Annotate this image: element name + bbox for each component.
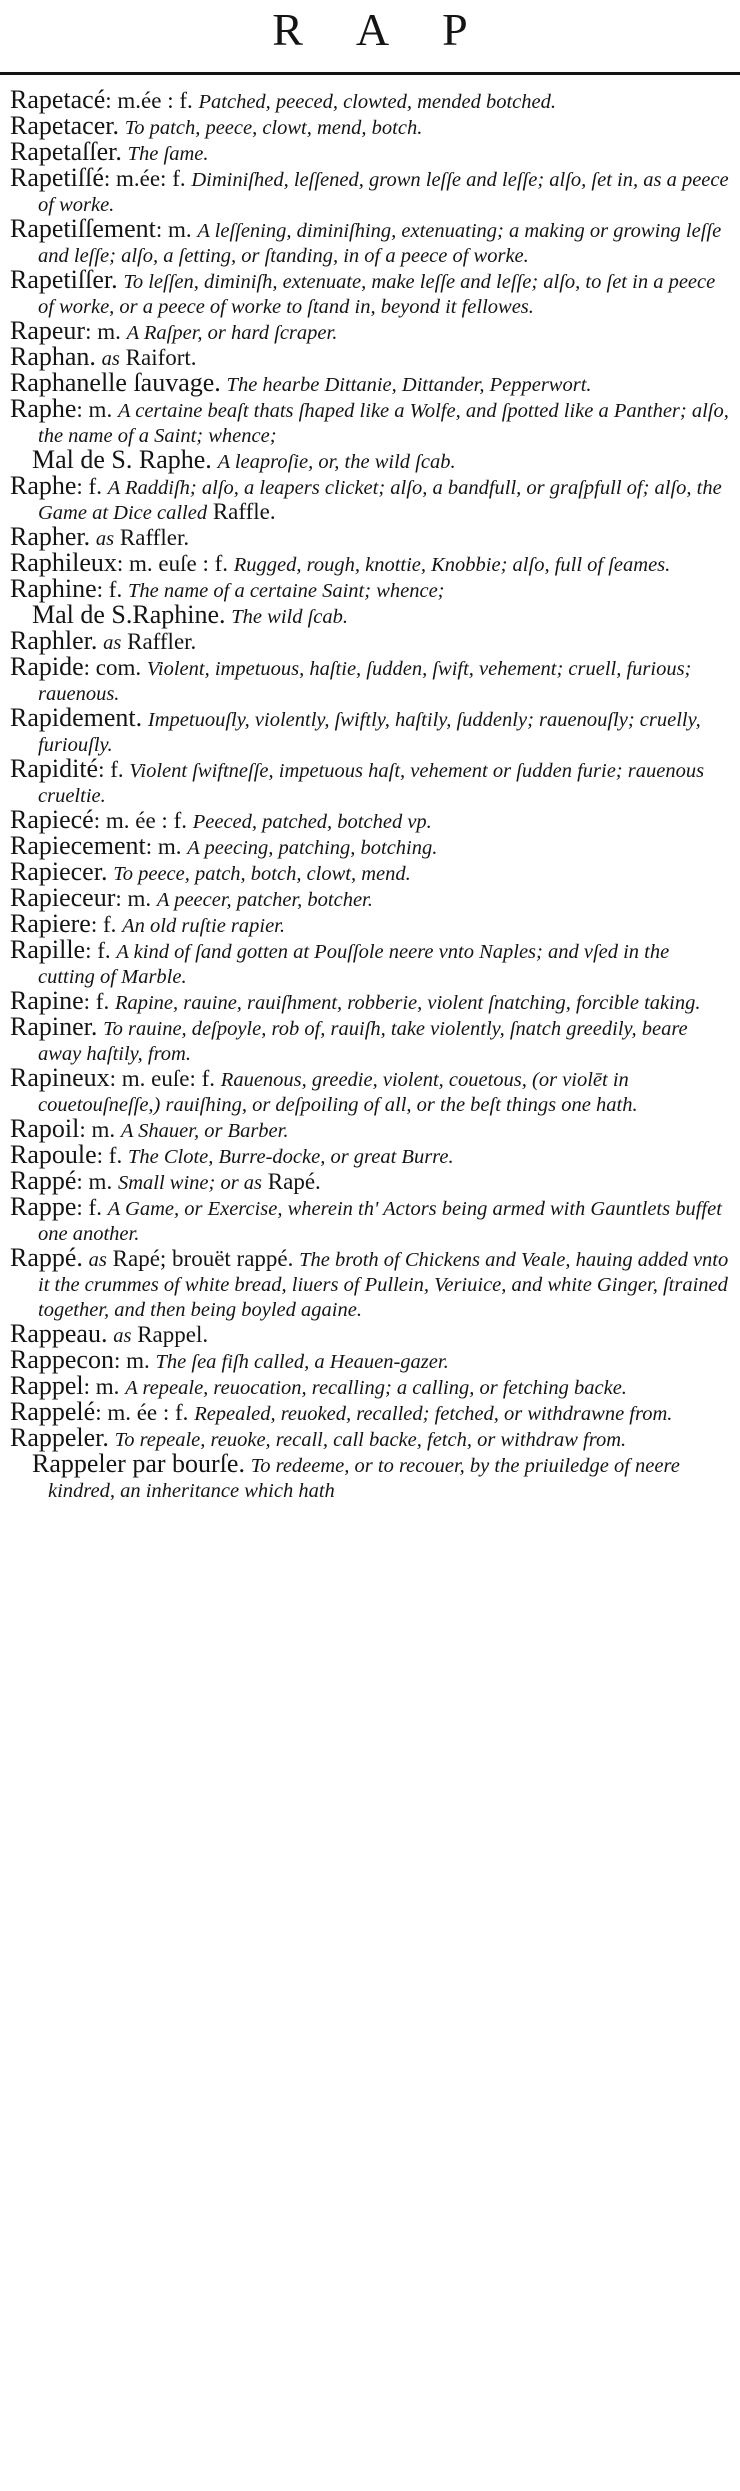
dictionary-entry bbox=[0, 471, 730, 525]
entry-definition: A peecing, patching, botching. bbox=[187, 837, 438, 859]
entry-grammar: : f. bbox=[76, 474, 102, 499]
running-head: R A P bbox=[272, 4, 490, 55]
entry-headword: Raphler. bbox=[10, 626, 98, 655]
entry-grammar: : m.ée: f. bbox=[103, 166, 186, 191]
entry-headword: Rapetiſſer. bbox=[10, 265, 118, 294]
entry-grammar: : m. bbox=[113, 1348, 150, 1373]
dictionary-entry bbox=[0, 1114, 730, 1143]
entry-headword: Rappeler. bbox=[10, 1423, 109, 1452]
entry-definition: A certaine beaſt thats ſhaped like a Wolfe, and ſpotted like a Panther; alſo, the name of a Saint; whence; bbox=[38, 400, 729, 447]
entry-definition: Patched, peeced, clowted, mended botched. bbox=[198, 91, 556, 113]
dictionary-entry bbox=[0, 163, 730, 217]
entry-definition: Impetuouſly, violently, ſwiftly, haſtily, ſuddenly; rauenouſly; cruelly, furiouſly. bbox=[38, 709, 701, 756]
dictionary-entry bbox=[0, 935, 730, 989]
entry-grammar: : m. bbox=[155, 217, 192, 242]
entry-headword: Rapine bbox=[10, 986, 84, 1015]
dictionary-entry bbox=[0, 1166, 730, 1195]
entry-headword: Rapetaſſer. bbox=[10, 137, 122, 166]
dictionary-entry bbox=[0, 214, 730, 268]
entry-headword: Mal de S. Raphe. bbox=[32, 445, 212, 474]
dictionary-entry bbox=[0, 1449, 730, 1503]
entry-headword: Rappé. bbox=[10, 1243, 83, 1272]
entry-headword: Rapiecer. bbox=[10, 857, 108, 886]
entry-headword: Rappeau. bbox=[10, 1319, 108, 1348]
entry-definition: A peecer, patcher, botcher. bbox=[156, 889, 373, 911]
entry-headword: Rappe bbox=[10, 1192, 77, 1221]
entry-headword: Rapoil bbox=[10, 1114, 80, 1143]
entry-definition: An old ruſtie rapier. bbox=[122, 915, 286, 937]
dictionary-entry bbox=[0, 1397, 730, 1426]
entry-cross-reference: Raffler. bbox=[127, 629, 197, 654]
entry-headword: Rapetiſſement bbox=[10, 214, 156, 243]
entry-headword: Rapher. bbox=[10, 522, 91, 551]
dictionary-entry bbox=[0, 1012, 730, 1066]
entry-headword: Raphan. bbox=[10, 342, 96, 371]
dictionary-entry bbox=[0, 909, 730, 938]
entry-headword: Rapiecé bbox=[10, 805, 94, 834]
entry-headword: Rapiecement bbox=[10, 831, 146, 860]
entry-headword: Rappel bbox=[10, 1371, 84, 1400]
entry-continuation: The broth of Chickens and Veale, hauing added vnto it the crummes of white bread, liuers of Pullein, Veriuice, and white Ginger, ſtrained together, and then being boyled againe. bbox=[38, 1249, 729, 1321]
entry-definition: as bbox=[88, 1249, 107, 1271]
entry-headword: Rapetiſſé bbox=[10, 163, 104, 192]
entry-headword: Raphileux bbox=[10, 548, 117, 577]
entry-grammar: : f. bbox=[76, 1195, 102, 1220]
entry-grammar: : m. bbox=[145, 834, 182, 859]
entry-definition: To leſſen, diminiſh, extenuate, make leſſe and leſſe; alſo, to ſet in a peece of worke, or a peece of worke to ſtand in, beyond it fellowes. bbox=[38, 271, 716, 318]
entry-headword: Rapetacé bbox=[10, 85, 106, 114]
dictionary-entry bbox=[0, 831, 730, 860]
entry-grammar: : m. bbox=[76, 1169, 113, 1194]
entry-headword: Rapidité bbox=[10, 754, 99, 783]
entry-definition: as bbox=[101, 348, 120, 370]
entry-grammar: : f. bbox=[90, 912, 117, 937]
entry-definition: A Raſper, or hard ſcraper. bbox=[126, 322, 338, 344]
entry-definition: Diminiſhed, leſſened, grown leſſe and leſſe; alſo, ſet in, as a peece of worke. bbox=[38, 169, 729, 216]
entry-grammar: : m. bbox=[115, 886, 152, 911]
dictionary-entry bbox=[0, 986, 730, 1015]
entry-definition: Violent ſwiftneſſe, impetuous haſt, vehement or ſudden furie; rauenous crueltie. bbox=[38, 760, 705, 807]
entry-definition: A leſſening, diminiſhing, extenuating; a making or growing leſſe and leſſe; alſo, a ſetting, or ſtanding, in of a peece of worke. bbox=[38, 220, 722, 267]
entry-definition: Repealed, reuoked, recalled; fetched, or withdrawne from. bbox=[194, 1403, 673, 1425]
entry-definition: as bbox=[95, 528, 115, 550]
entry-grammar: : m. bbox=[83, 1374, 120, 1399]
entry-grammar: : m.ée : f. bbox=[105, 88, 193, 113]
entry-grammar: : f. bbox=[85, 938, 111, 963]
dictionary-entry bbox=[0, 703, 730, 757]
entry-headword: Rapidement. bbox=[10, 703, 143, 732]
entry-definition: Rugged, rough, knottie, Knobbie; alſo, full of ſeames. bbox=[233, 554, 671, 576]
entry-definition: The Clote, Burre-docke, or great Burre. bbox=[127, 1146, 454, 1168]
head-rule bbox=[0, 72, 740, 75]
entry-definition: To patch, peece, clowt, mend, botch. bbox=[124, 117, 423, 139]
entry-headword: Rapiner. bbox=[10, 1012, 98, 1041]
dictionary-entry bbox=[0, 1371, 730, 1400]
dictionary-entry bbox=[0, 1243, 730, 1322]
entry-cross-reference: Rapé. bbox=[267, 1169, 321, 1194]
entry-definition: A kind of ſand gotten at Pouſſole neere vnto Naples; and vſed in the cutting of Marble. bbox=[38, 941, 670, 988]
entry-definition: A Game, or Exercise, wherein th' Actors being armed with Gauntlets buffet one another. bbox=[38, 1198, 722, 1245]
entry-headword: Rapiere bbox=[10, 909, 91, 938]
entry-grammar: : com. bbox=[83, 655, 142, 680]
entry-grammar: : m. bbox=[76, 397, 113, 422]
dictionary-entry bbox=[0, 316, 730, 345]
entry-headword: Rappecon bbox=[10, 1345, 114, 1374]
entry-grammar: : f. bbox=[83, 989, 110, 1014]
entry-definition: The hearbe Dittanie, Dittander, Pepperwort. bbox=[226, 374, 592, 396]
entry-cross-reference: Raffler. bbox=[119, 525, 190, 550]
dictionary-entry bbox=[0, 265, 730, 319]
dictionary-entry bbox=[0, 368, 730, 397]
entry-cross-reference: Rappel. bbox=[137, 1322, 209, 1347]
entry-definition: Rapine, rauine, rauiſhment, robberie, violent ſnatching, forcible taking. bbox=[114, 992, 701, 1014]
entry-grammar: : m. euſe : f. bbox=[116, 551, 229, 576]
entry-grammar: : m. ée : f. bbox=[93, 808, 187, 833]
dictionary-entry bbox=[0, 445, 730, 474]
entry-definition: To peece, patch, botch, clowt, mend. bbox=[113, 863, 411, 885]
entry-definition: To repeale, reuoke, recall, call backe, fetch, or withdraw from. bbox=[114, 1429, 627, 1451]
entry-definition: as bbox=[103, 632, 122, 654]
entry-definition: The wild ſcab. bbox=[231, 606, 349, 628]
entry-definition: The ſame. bbox=[127, 143, 209, 165]
entry-definition: Violent, impetuous, haſtie, ſudden, ſwift, vehement; cruell, furious; rauenous. bbox=[38, 658, 692, 705]
entry-cross-reference: Raifort. bbox=[125, 345, 197, 370]
entry-headword: Raphe bbox=[10, 394, 77, 423]
entry-headword: Rapoule bbox=[10, 1140, 97, 1169]
entry-grammar: : m. bbox=[85, 319, 121, 344]
entry-headword: Rappelé bbox=[10, 1397, 96, 1426]
entry-cross-reference: Rapé; brouët rappé. bbox=[112, 1246, 294, 1271]
entry-headword: Rapetacer. bbox=[10, 111, 119, 140]
entry-definition: Peeced, patched, botched vp. bbox=[192, 811, 432, 833]
entry-definition: The name of a certaine Saint; whence; bbox=[127, 580, 445, 602]
entry-grammar: : m. euſe: f. bbox=[109, 1066, 216, 1091]
entry-headword: Rapille bbox=[10, 935, 86, 964]
entry-headword: Raphanelle ſauvage. bbox=[10, 368, 221, 397]
entry-headword: Rapineux bbox=[10, 1063, 110, 1092]
dictionary-entry bbox=[0, 652, 730, 706]
dictionary-entry bbox=[0, 1192, 730, 1246]
dictionary-entry bbox=[0, 1140, 730, 1169]
dictionary-entry bbox=[0, 1345, 730, 1374]
entry-grammar: : f. bbox=[96, 577, 123, 602]
dictionary-entry bbox=[0, 394, 730, 448]
entry-definition: Small wine; or as bbox=[117, 1172, 263, 1194]
entry-headword: Raphe bbox=[10, 471, 77, 500]
dictionary-entry bbox=[0, 600, 730, 629]
dictionary-entry bbox=[0, 1063, 730, 1117]
entry-headword: Raphine bbox=[10, 574, 97, 603]
dictionary-entry bbox=[0, 626, 730, 655]
entry-headword: Rapeur bbox=[10, 316, 86, 345]
dictionary-entry bbox=[0, 137, 730, 166]
entry-definition: A Shauer, or Barber. bbox=[120, 1120, 289, 1142]
entry-grammar: : m. ée : f. bbox=[95, 1400, 189, 1425]
entry-headword: Mal de S.Raphine. bbox=[32, 600, 226, 629]
entry-definition: To rauine, deſpoyle, rob of, rauiſh, take violently, ſnatch greedily, beare away haſtily, from. bbox=[38, 1018, 688, 1065]
entry-continuation: Raffle. bbox=[212, 499, 276, 524]
dictionary-entry bbox=[0, 548, 730, 577]
entry-definition: The ſea fiſh called, a Heauen-gazer. bbox=[155, 1351, 449, 1373]
entry-headword: Rappeler par bourſe. bbox=[32, 1449, 245, 1478]
entry-headword: Rapide bbox=[10, 652, 84, 681]
entry-headword: Rappé bbox=[10, 1166, 77, 1195]
dictionary-entry bbox=[0, 754, 730, 808]
entry-grammar: : f. bbox=[96, 1143, 123, 1168]
dictionary-entry bbox=[0, 883, 730, 912]
entry-headword: Rapieceur bbox=[10, 883, 116, 912]
entry-definition: A repeale, reuocation, recalling; a calling, or fetching backe. bbox=[125, 1377, 627, 1399]
entry-definition: A Raddiſh; alſo, a leapers clicket; alſo, a bandfull, or graſpfull of; alſo, the Game at Dice called bbox=[38, 477, 722, 524]
entry-definition: A leaproſie, or, the wild ſcab. bbox=[217, 451, 456, 473]
entry-definition: Rauenous, greedie, violent, couetous, (or violēt in couetouſneſſe,) rauiſhing, or deſpoiling of all, or the beſt things one hath. bbox=[38, 1069, 638, 1116]
entry-list bbox=[0, 85, 730, 1503]
entry-definition: To redeeme, or to recouer, by the priuiledge of neere kindred, an inheritance which hath bbox=[48, 1455, 680, 1502]
entry-grammar: : m. bbox=[79, 1117, 116, 1142]
entry-grammar: : f. bbox=[98, 757, 124, 782]
entry-definition: as bbox=[113, 1325, 132, 1347]
